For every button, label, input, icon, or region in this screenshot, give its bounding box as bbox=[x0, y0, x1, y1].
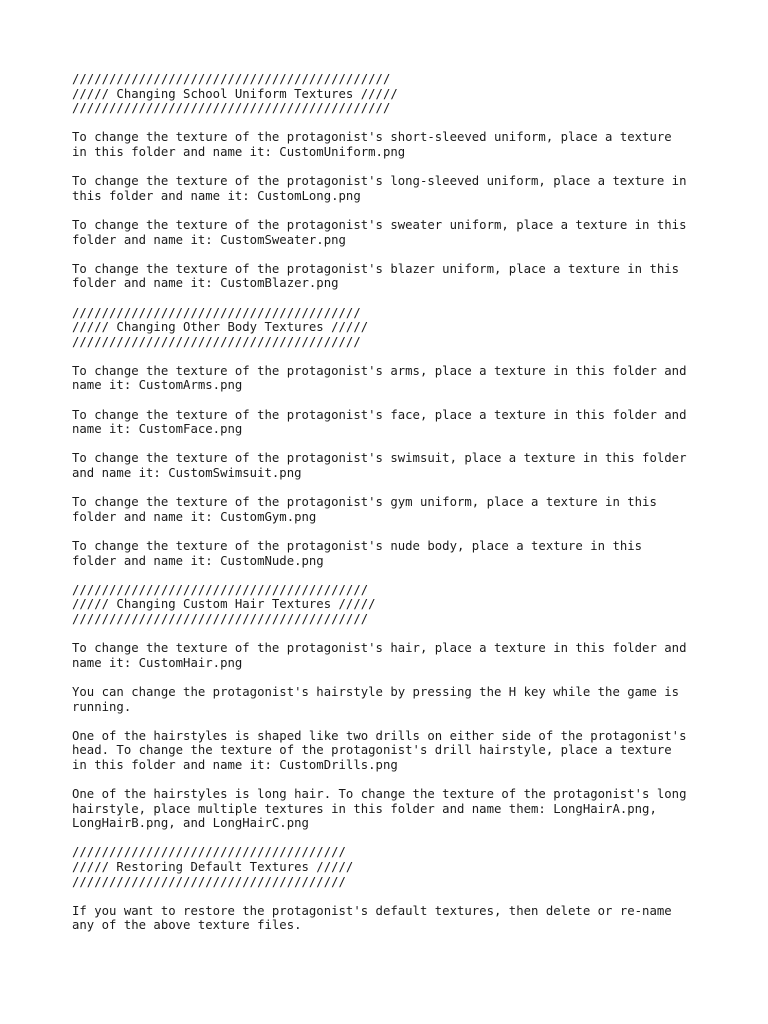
paragraph-line: To change the texture of the protagonist's swimsuit, place a texture in this folder bbox=[72, 451, 687, 466]
section-header-title: ///// Changing Custom Hair Textures ///// bbox=[72, 597, 376, 612]
paragraph-line: head. To change the texture of the protagonist's drill hairstyle, place a texture bbox=[72, 743, 672, 758]
paragraph-line: folder and name it: CustomNude.png bbox=[72, 553, 324, 568]
paragraph-line: name it: CustomArms.png bbox=[72, 378, 243, 393]
paragraph-line: name it: CustomHair.png bbox=[72, 655, 243, 670]
paragraph-line: in this folder and name it: CustomDrills.png bbox=[72, 757, 398, 772]
paragraph-line: in this folder and name it: CustomUniform.png bbox=[72, 144, 406, 159]
paragraph-line: any of the above texture files. bbox=[72, 918, 302, 933]
section-header-rule-bottom: ///////////////////////////////////// bbox=[72, 874, 346, 889]
section-header-rule-top: /////////////////////////////////////// bbox=[72, 305, 361, 320]
paragraph-line: name it: CustomFace.png bbox=[72, 422, 243, 437]
section-header-title: ///// Restoring Default Textures ///// bbox=[72, 860, 354, 875]
paragraph-line: One of the hairstyles is long hair. To change the texture of the protagonist's long bbox=[72, 787, 687, 802]
section-other-body bbox=[72, 306, 722, 583]
paragraph-line: One of the hairstyles is shaped like two drills on either side of the protagonist's bbox=[72, 728, 687, 743]
section-restoring-defaults bbox=[72, 845, 722, 933]
paragraph-line: You can change the protagonist's hairstyle by pressing the H key while the game is bbox=[72, 684, 680, 699]
paragraph-line: To change the texture of the protagonist's short-sleeved uniform, place a texture bbox=[72, 130, 672, 145]
paragraph-line: To change the texture of the protagonist's sweater uniform, place a texture in this bbox=[72, 217, 687, 232]
paragraph-line: this folder and name it: CustomLong.png bbox=[72, 188, 361, 203]
paragraph-line: To change the texture of the protagonist's arms, place a texture in this folder and bbox=[72, 363, 687, 378]
paragraph-line: folder and name it: CustomBlazer.png bbox=[72, 276, 339, 291]
section-header-rule-top: /////////////////////////////////////////// bbox=[72, 72, 391, 86]
section-school-uniform bbox=[72, 72, 722, 306]
paragraph-line: To change the texture of the protagonist's blazer uniform, place a texture in this bbox=[72, 261, 680, 276]
paragraph-line: folder and name it: CustomGym.png bbox=[72, 509, 317, 524]
paragraph-line: To change the texture of the protagonist's face, place a texture in this folder and bbox=[72, 407, 687, 422]
paragraph-line: To change the texture of the protagonist's gym uniform, place a texture in this bbox=[72, 495, 657, 510]
paragraph-line: If you want to restore the protagonist's default textures, then delete or re-name bbox=[72, 903, 672, 918]
paragraph-line: To change the texture of the protagonist's hair, place a texture in this folder and bbox=[72, 641, 687, 656]
paragraph-line: To change the texture of the protagonist's long-sleeved uniform, place a texture in bbox=[72, 174, 687, 189]
paragraph-line: running. bbox=[72, 699, 132, 714]
paragraph-line: LongHairB.png, and LongHairC.png bbox=[72, 816, 309, 831]
paragraph-line: and name it: CustomSwimsuit.png bbox=[72, 466, 302, 481]
section-header-rule-bottom: /////////////////////////////////////////// bbox=[72, 101, 391, 116]
section-header-rule-bottom: /////////////////////////////////////// bbox=[72, 334, 361, 349]
section-header-rule-top: //////////////////////////////////////// bbox=[72, 582, 369, 597]
section-custom-hair bbox=[72, 583, 722, 846]
document-text bbox=[72, 72, 722, 933]
section-header-title: ///// Changing School Uniform Textures ///// bbox=[72, 86, 398, 101]
paragraph-line: hairstyle, place multiple textures in this folder and name them: LongHairA.png, bbox=[72, 801, 657, 816]
section-header-rule-top: ///////////////////////////////////// bbox=[72, 845, 346, 860]
section-header-rule-bottom: //////////////////////////////////////// bbox=[72, 611, 369, 626]
paragraph-line: To change the texture of the protagonist's nude body, place a texture in this bbox=[72, 539, 643, 553]
paragraph-line: folder and name it: CustomSweater.png bbox=[72, 232, 346, 247]
section-header-title: ///// Changing Other Body Textures ///// bbox=[72, 320, 369, 335]
